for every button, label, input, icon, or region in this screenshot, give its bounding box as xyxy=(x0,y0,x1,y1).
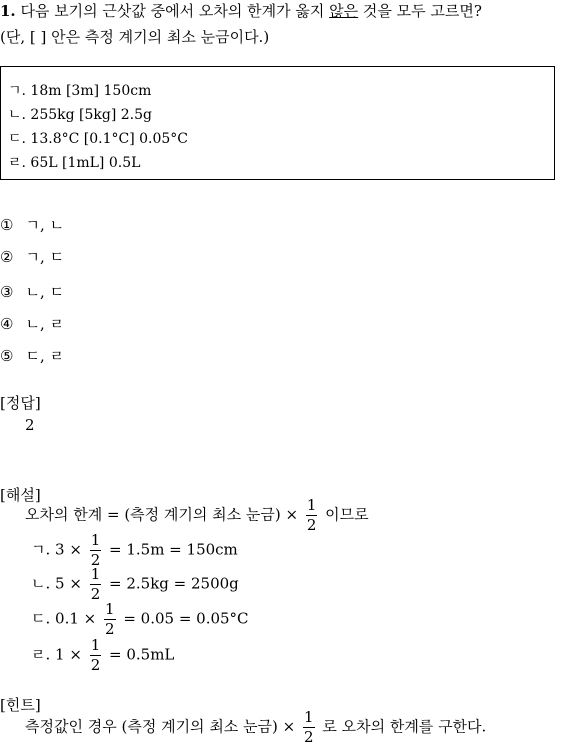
hint-label: [힌트] xyxy=(0,696,41,714)
choice-1[interactable] xyxy=(0,214,64,235)
line-before: ㄴ. 5 × xyxy=(31,574,87,593)
hint-text xyxy=(25,710,486,745)
fraction xyxy=(303,710,315,745)
explanation-line-3 xyxy=(31,602,249,637)
line-before: ㄱ. 3 × xyxy=(31,540,87,559)
choice-3[interactable] xyxy=(0,281,64,302)
line-after: = 0.05 = 0.05°C xyxy=(118,609,249,628)
line-after: = 1.5m = 150cm xyxy=(104,540,238,559)
question-underlined: 않은 xyxy=(329,2,359,20)
line-after: = 2.5kg = 2500g xyxy=(104,574,239,593)
explanation-line-2 xyxy=(31,567,239,602)
fraction-denominator: 2 xyxy=(306,516,317,534)
fraction-numerator: 1 xyxy=(90,636,101,654)
answer-label: [정답] xyxy=(0,394,41,412)
question-text-before: 다음 보기의 근삿값 중에서 오차의 한계가 옳지 xyxy=(15,2,330,20)
fraction xyxy=(90,567,102,602)
fraction-numerator: 1 xyxy=(90,565,101,583)
explanation-label: [해설] xyxy=(0,486,41,504)
question-line xyxy=(0,0,482,21)
choice-2[interactable] xyxy=(0,246,64,267)
question-note: (단, [ ] 안은 측정 계기의 최소 눈금이다.) xyxy=(0,28,270,46)
fraction-denominator: 2 xyxy=(90,551,101,569)
hint-after: 로 오차의 한계를 구한다. xyxy=(317,717,487,736)
question-text-after: 것을 모두 고르면? xyxy=(358,2,482,20)
choice-5[interactable] xyxy=(0,345,64,366)
choice-mark: ② xyxy=(0,248,14,266)
fraction-denominator: 2 xyxy=(304,728,314,746)
explanation-intro-before: 오차의 한계 = (측정 계기의 최소 눈금) × xyxy=(25,505,303,524)
fraction xyxy=(104,602,116,637)
answer-value: 2 xyxy=(25,416,35,434)
fraction-denominator: 2 xyxy=(90,585,101,603)
fraction-denominator: 2 xyxy=(90,656,101,674)
fraction-numerator: 1 xyxy=(105,600,115,618)
hint-before: 측정값인 경우 (측정 계기의 최소 눈금) × xyxy=(25,717,301,736)
line-before: ㄷ. 0.1 × xyxy=(31,609,101,628)
example-box xyxy=(0,66,555,180)
box-row-2: ㄴ. 255kg [5kg] 2.5g xyxy=(8,107,152,123)
line-after: = 0.5mL xyxy=(104,645,175,664)
choice-text: ㄴ, ㄹ xyxy=(25,315,65,333)
choice-mark: ⑤ xyxy=(0,347,14,365)
choice-mark: ④ xyxy=(0,315,14,333)
choice-mark: ③ xyxy=(0,283,14,301)
fraction-numerator: 1 xyxy=(306,496,317,514)
choice-text: ㄴ, ㄷ xyxy=(25,283,65,301)
fraction-denominator: 2 xyxy=(105,620,115,638)
question-number: 1. xyxy=(0,2,16,20)
fraction xyxy=(90,533,102,568)
explanation-intro-after: 이므로 xyxy=(320,505,369,524)
choice-text: ㄱ, ㄴ xyxy=(25,216,65,234)
fraction xyxy=(306,498,318,533)
choice-mark: ① xyxy=(0,216,14,234)
box-row-3: ㄷ. 13.8°C [0.1°C] 0.05°C xyxy=(8,131,188,147)
line-before: ㄹ. 1 × xyxy=(31,645,87,664)
explanation-line-4 xyxy=(31,638,174,673)
explanation-intro xyxy=(25,498,369,533)
fraction-numerator: 1 xyxy=(90,531,101,549)
choice-text: ㄷ, ㄹ xyxy=(25,347,65,365)
fraction-numerator: 1 xyxy=(304,708,314,726)
fraction xyxy=(90,638,102,673)
box-row-1: ㄱ. 18m [3m] 150cm xyxy=(8,83,152,99)
choice-text: ㄱ, ㄷ xyxy=(25,248,65,266)
explanation-line-1 xyxy=(31,533,238,568)
choice-4[interactable] xyxy=(0,313,64,334)
box-row-4: ㄹ. 65L [1mL] 0.5L xyxy=(8,155,141,171)
